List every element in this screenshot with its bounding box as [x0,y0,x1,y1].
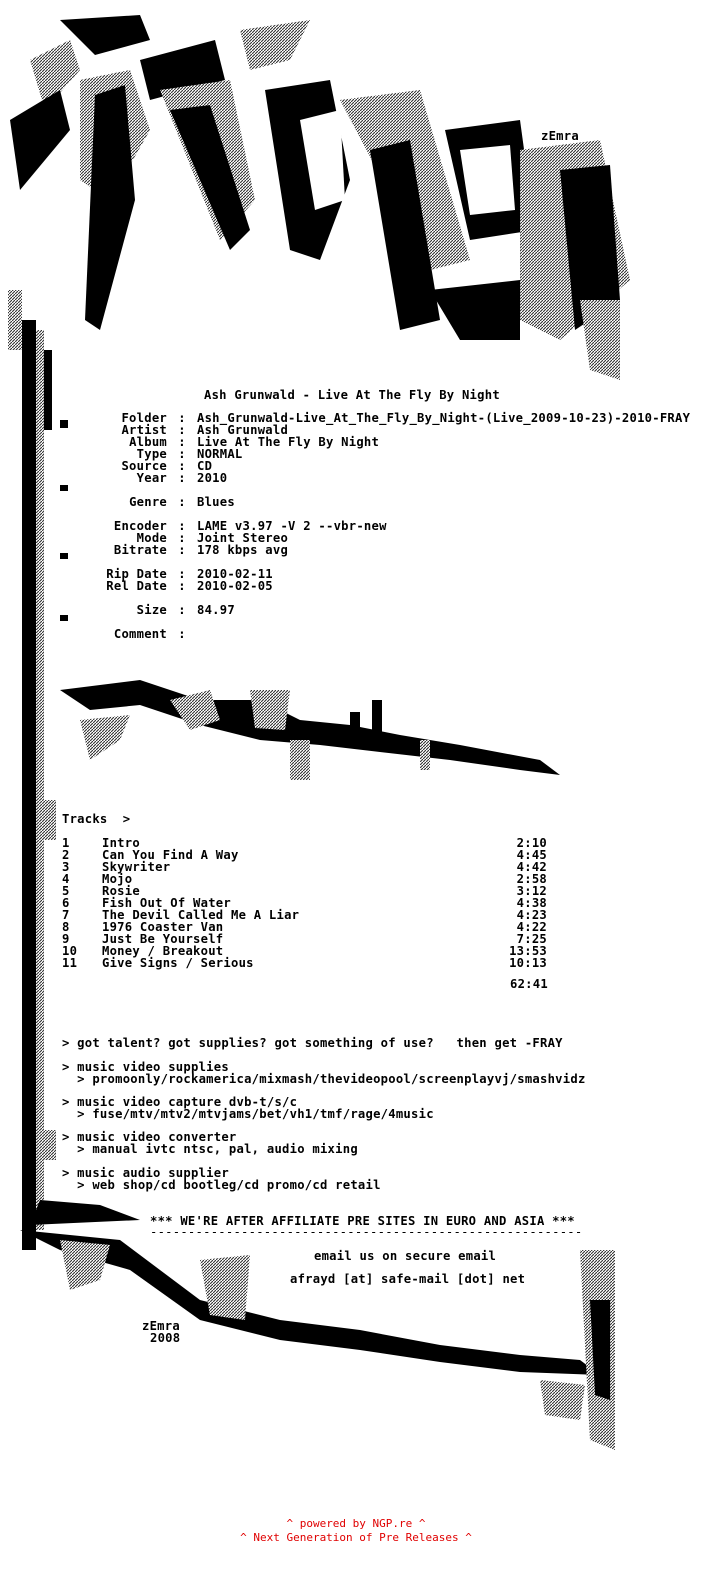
track-duration: 10:13 [509,956,547,970]
info-value: 84.97 [197,603,235,617]
info-label: Type [136,447,167,461]
left-border [8,290,68,1250]
ad-detail: > manual ivtc ntsc, pal, audio mixing [62,1142,358,1156]
info-label: Artist [121,423,167,437]
track-title: Money / Breakout [102,944,224,958]
ad-line: > music video supplies [62,1060,229,1074]
info-value: 2010-02-05 [197,579,273,593]
track-number: 6 [62,896,70,910]
info-colon: : [178,447,186,461]
track-row [62,861,547,873]
header-tag: zEmra [541,129,579,143]
track-duration: 3:12 [516,884,547,898]
info-value: CD [197,459,213,473]
track-number: 2 [62,848,70,862]
info-colon: : [178,423,186,437]
info-row [92,604,235,616]
signature-name: zEmra [142,1319,180,1333]
info-row [92,472,227,484]
track-duration: 4:22 [516,920,547,934]
info-label: Source [121,459,167,473]
track-number: 1 [62,836,70,850]
affiliate-notice: *** WE'RE AFTER AFFILIATE PRE SITES IN EURO AND ASIA *** [150,1214,575,1228]
info-label: Rel Date [106,579,167,593]
track-number: 8 [62,920,70,934]
track-duration: 2:10 [516,836,547,850]
info-colon: : [178,567,186,581]
tracks-heading: Tracks > [62,812,131,826]
track-number: 3 [62,860,70,874]
info-colon: : [178,531,186,545]
info-label: Bitrate [113,543,167,557]
info-row [92,496,235,508]
track-title: Just Be Yourself [102,932,224,946]
info-value: Live At The Fly By Night [197,435,380,449]
track-duration: 4:23 [516,908,547,922]
info-row [92,544,288,556]
track-title: 1976 Coaster Van [102,920,224,934]
ad-line: > music video capture dvb-t/s/c [62,1095,298,1109]
info-value: LAME v3.97 -V 2 --vbr-new [197,519,387,533]
ad-line: > music video converter [62,1130,237,1144]
track-duration: 4:38 [516,896,547,910]
track-title: Fish Out Of Water [102,896,231,910]
info-colon: : [178,519,186,533]
info-value: Ash_Grunwald-Live_At_The_Fly_By_Night-(Live_2009-10-23)-2010-FRAY [197,411,691,425]
info-colon: : [178,459,186,473]
info-value: 2010 [197,471,228,485]
info-value: 178 kbps avg [197,543,289,557]
ad-detail: > web shop/cd bootleg/cd promo/cd retail [62,1178,381,1192]
info-colon: : [178,627,186,641]
track-number: 7 [62,908,70,922]
track-duration: 4:45 [516,848,547,862]
info-label: Genre [129,495,167,509]
track-title: Rosie [102,884,140,898]
track-title: Can You Find A Way [102,848,239,862]
info-label: Mode [136,531,167,545]
track-number: 9 [62,932,70,946]
info-colon: : [178,435,186,449]
info-row [92,628,197,640]
track-duration: 4:42 [516,860,547,874]
info-value: Ash Grunwald [197,423,289,437]
ad-detail: > promoonly/rockamerica/mixmash/thevideopool/screenplayvj/smashvidz [62,1072,586,1086]
info-colon: : [178,579,186,593]
track-title: Give Signs / Serious [102,956,254,970]
email-address: afrayd [at] safe-mail [dot] net [290,1272,526,1286]
info-colon: : [178,471,186,485]
affiliate-rule: --------------------------------------------------------- [150,1225,583,1239]
track-title: Intro [102,836,140,850]
track-duration: 7:25 [516,932,547,946]
info-value: NORMAL [197,447,243,461]
info-label: Album [129,435,167,449]
ad-detail: > fuse/mtv/mtv2/mtvjams/bet/vh1/tmf/rage/4music [62,1107,434,1121]
ad-line: > music audio supplier [62,1166,229,1180]
middle-swirl [60,680,560,780]
track-duration: 2:58 [516,872,547,886]
track-number: 10 [62,944,78,958]
release-title: Ash Grunwald - Live At The Fly By Night [204,388,500,402]
info-label: Year [136,471,167,485]
footer-powered-by: ^ powered by NGP.re ^ [286,1517,426,1530]
total-time: 62:41 [510,977,548,991]
info-label: Comment [113,627,167,641]
info-row [92,448,243,460]
info-label: Rip Date [106,567,167,581]
info-label: Folder [121,411,167,425]
info-row [92,580,273,592]
track-title: Skywriter [102,860,171,874]
ad-line: > got talent? got supplies? got something of use? then get -FRAY [62,1036,563,1050]
info-value: Blues [197,495,235,509]
info-value: Joint Stereo [197,531,289,545]
info-label: Size [136,603,167,617]
track-title: Mojo [102,872,133,886]
track-title: The Devil Called Me A Liar [102,908,300,922]
track-number: 11 [62,956,78,970]
logo-top [10,15,630,380]
signature-year: 2008 [150,1331,181,1345]
info-colon: : [178,603,186,617]
footer-tagline: ^ Next Generation of Pre Releases ^ [240,1531,472,1544]
info-label: Encoder [113,519,167,533]
track-duration: 13:53 [509,944,547,958]
track-number: 4 [62,872,70,886]
track-number: 5 [62,884,70,898]
info-colon: : [178,411,186,425]
info-colon: : [178,543,186,557]
info-colon: : [178,495,186,509]
email-line: email us on secure email [314,1249,497,1263]
track-row [62,957,547,969]
info-value: 2010-02-11 [197,567,273,581]
